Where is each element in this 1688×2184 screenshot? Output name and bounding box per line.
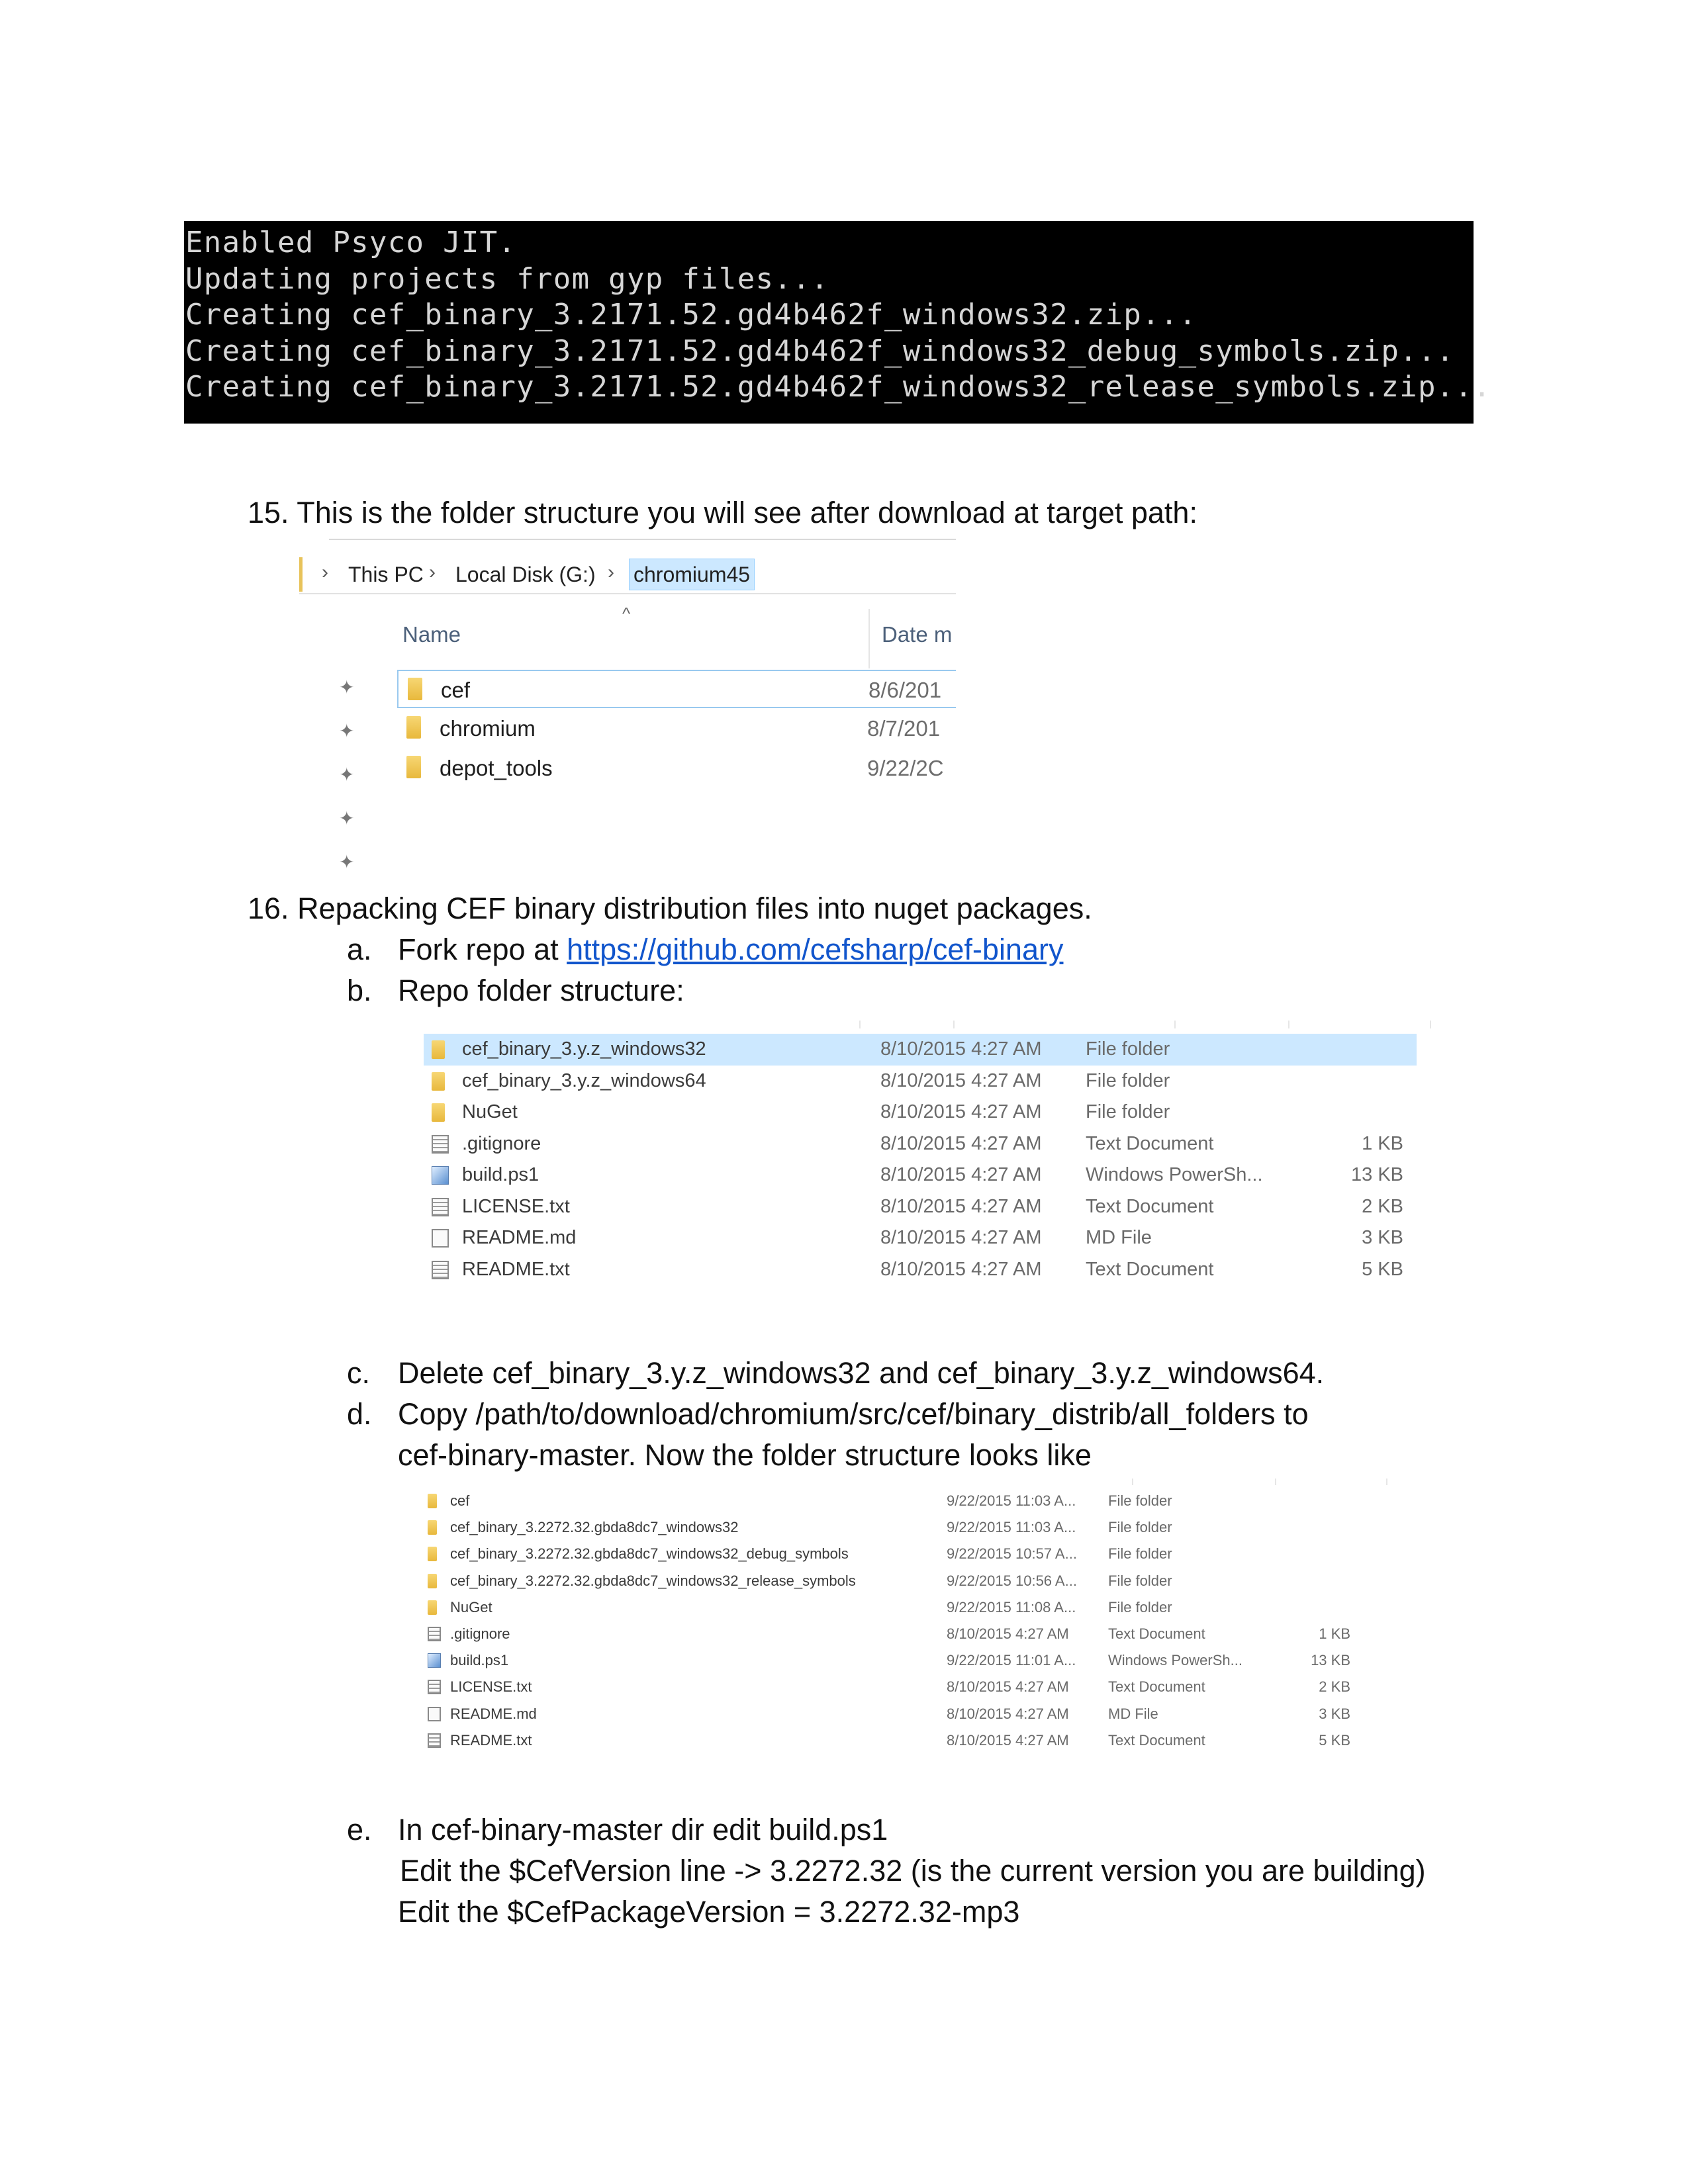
cef-binary-repo-link[interactable]: https://github.com/cefsharp/cef-binary (567, 933, 1064, 966)
table-row[interactable] (424, 1647, 1390, 1674)
powershell-file-icon (428, 1653, 441, 1668)
column-header-date[interactable]: Date m (882, 622, 953, 647)
item-type: File folder (1108, 1492, 1172, 1509)
list-marker: e. (347, 1813, 372, 1846)
step-16b-text: Repo folder structure: (398, 974, 684, 1007)
repo-folder-screenshot (424, 1021, 1436, 1298)
list-item[interactable] (397, 670, 956, 708)
column-separator (1132, 1479, 1133, 1485)
pin-icon[interactable]: ✦ (339, 721, 355, 741)
item-name: build.ps1 (462, 1164, 539, 1185)
item-name: .gitignore (450, 1625, 510, 1642)
table-row[interactable] (424, 1254, 1417, 1286)
item-size: 2 KB (1362, 1195, 1403, 1217)
terminal-output (184, 221, 1492, 424)
item-type: Text Document (1108, 1731, 1205, 1749)
step-16a (347, 932, 372, 968)
item-type: File folder (1108, 1572, 1172, 1589)
item-name: cef_binary_3.2272.32.gbda8dc7_windows32_release_symbols (450, 1572, 856, 1589)
item-name: cef_binary_3.2272.32.gbda8dc7_windows32 (450, 1519, 739, 1536)
column-separator (1174, 1021, 1176, 1028)
step-text: This is the folder structure you will see after download at target path: (297, 496, 1197, 529)
chevron-right-icon: › (608, 561, 614, 583)
list-marker: b. (347, 974, 372, 1007)
table-row[interactable] (424, 1128, 1417, 1160)
list-item[interactable] (397, 709, 956, 748)
step-16 (248, 891, 1092, 927)
terminal-line: Creating cef_binary_3.2171.52.gd4b462f_windows32_release_symbols.zip... (185, 370, 1492, 404)
item-name: LICENSE.txt (450, 1678, 532, 1696)
divider (329, 539, 956, 540)
item-name: depot_tools (440, 756, 553, 780)
breadcrumb-local-disk[interactable]: Local Disk (G:) (455, 563, 596, 586)
blank-file-icon (428, 1707, 441, 1721)
item-name: .gitignore (462, 1132, 541, 1154)
item-date: 8/6/201 (868, 678, 942, 702)
item-type: File folder (1108, 1598, 1172, 1615)
pin-icon[interactable]: ✦ (339, 764, 355, 785)
item-type: File folder (1108, 1545, 1172, 1563)
breadcrumb-chromium45[interactable]: chromium45 (629, 559, 755, 590)
item-date: 8/10/2015 4:27 AM (880, 1164, 1042, 1185)
item-type: Text Document (1108, 1678, 1205, 1696)
item-size: 5 KB (1362, 1258, 1403, 1280)
item-name: NuGet (462, 1101, 518, 1122)
item-type: File folder (1086, 1038, 1170, 1060)
step-number: 15. (248, 496, 289, 529)
terminal-line: Enabled Psyco JIT. (185, 226, 517, 259)
item-date: 8/10/2015 4:27 AM (880, 1258, 1042, 1280)
item-date: 8/10/2015 4:27 AM (880, 1132, 1042, 1154)
item-size: 2 KB (1319, 1678, 1350, 1696)
folder-icon (428, 1574, 437, 1588)
item-date: 9/22/2015 11:03 A... (947, 1519, 1076, 1536)
step-16e (347, 1812, 372, 1848)
table-row[interactable] (424, 1621, 1390, 1647)
chevron-right-icon: › (322, 561, 328, 583)
item-type: File folder (1108, 1519, 1172, 1536)
pin-icon[interactable]: ✦ (339, 677, 355, 698)
item-type: File folder (1086, 1101, 1170, 1122)
item-date: 9/22/2015 11:03 A... (947, 1492, 1076, 1509)
folder-icon (428, 1494, 437, 1508)
column-separator[interactable] (868, 609, 870, 668)
item-date: 9/22/2015 10:56 A... (947, 1572, 1077, 1589)
list-marker: c. (347, 1356, 371, 1390)
list-marker: a. (347, 933, 372, 966)
table-row[interactable] (424, 1594, 1390, 1621)
table-row[interactable] (424, 1160, 1417, 1191)
item-name: README.md (450, 1705, 537, 1722)
terminal-line: Creating cef_binary_3.2171.52.gd4b462f_windows32.zip... (185, 298, 1197, 332)
item-name: cef_binary_3.y.z_windows64 (462, 1069, 706, 1091)
terminal-line: Creating cef_binary_3.2171.52.gd4b462f_windows32_debug_symbols.zip... (185, 334, 1455, 368)
new-folder-screenshot (424, 1479, 1403, 1770)
text-file-icon (432, 1198, 449, 1216)
item-date: 8/10/2015 4:27 AM (947, 1731, 1069, 1749)
item-date: 8/10/2015 4:27 AM (880, 1101, 1042, 1122)
item-date: 8/7/201 (867, 716, 941, 741)
step-16e-line1: In cef-binary-master dir edit build.ps1 (398, 1813, 888, 1846)
column-separator (1275, 1479, 1276, 1485)
item-date: 9/22/2015 10:57 A... (947, 1545, 1077, 1563)
sort-ascending-icon: ^ (622, 604, 631, 623)
table-row[interactable] (424, 1222, 1417, 1254)
item-date: 9/22/2015 11:08 A... (947, 1598, 1076, 1615)
table-row[interactable] (424, 1701, 1390, 1727)
item-date: 8/10/2015 4:27 AM (880, 1038, 1042, 1060)
breadcrumb-this-pc[interactable]: This PC (348, 563, 424, 586)
step-text: Repacking CEF binary distribution files into nuget packages. (297, 891, 1092, 925)
item-size: 13 KB (1351, 1164, 1403, 1185)
item-type: Text Document (1086, 1195, 1214, 1217)
text-file-icon (432, 1261, 449, 1279)
step-16d (347, 1396, 372, 1432)
table-row[interactable] (424, 1541, 1390, 1567)
item-name: README.txt (462, 1258, 570, 1280)
item-name: README.md (462, 1227, 577, 1248)
item-date: 9/22/2015 11:01 A... (947, 1652, 1076, 1669)
folder-icon (408, 678, 422, 700)
step-16b (347, 973, 372, 1009)
folder-icon (428, 1520, 437, 1535)
item-size: 13 KB (1311, 1652, 1350, 1669)
step-16d-line2: cef-binary-master. Now the folder structure looks like (398, 1438, 1092, 1472)
item-name: README.txt (450, 1731, 532, 1749)
column-separator (1288, 1021, 1289, 1028)
item-type: Windows PowerSh... (1086, 1164, 1263, 1185)
item-name: cef_binary_3.y.z_windows32 (462, 1038, 706, 1060)
folder-icon (406, 716, 421, 739)
item-name: cef_binary_3.2272.32.gbda8dc7_windows32_debug_symbols (450, 1545, 849, 1563)
item-date: 8/10/2015 4:27 AM (880, 1227, 1042, 1248)
column-separator (1430, 1021, 1431, 1028)
column-separator (953, 1021, 955, 1028)
explorer-screenshot (299, 529, 956, 887)
item-name: build.ps1 (450, 1652, 509, 1669)
column-separator (1386, 1479, 1387, 1485)
table-row[interactable] (424, 1066, 1417, 1097)
item-name: chromium (440, 716, 536, 741)
chevron-right-icon: › (429, 561, 436, 583)
table-row[interactable] (424, 1097, 1417, 1128)
list-marker: d. (347, 1397, 372, 1431)
item-type: Text Document (1108, 1625, 1205, 1642)
address-bar[interactable] (299, 557, 956, 594)
folder-icon (406, 756, 421, 778)
pin-icon[interactable]: ✦ (339, 808, 355, 829)
item-name: cef (450, 1492, 470, 1509)
table-row[interactable] (424, 1568, 1390, 1594)
item-date: 9/22/2C (867, 756, 944, 780)
item-size: 1 KB (1362, 1132, 1403, 1154)
item-type: Text Document (1086, 1258, 1214, 1280)
table-row[interactable] (424, 1514, 1390, 1541)
item-size: 5 KB (1319, 1731, 1350, 1749)
item-date: 8/10/2015 4:27 AM (947, 1678, 1069, 1696)
item-date: 8/10/2015 4:27 AM (947, 1625, 1069, 1642)
item-date: 8/10/2015 4:27 AM (880, 1195, 1042, 1217)
folder-icon (428, 1547, 437, 1561)
item-size: 3 KB (1362, 1227, 1403, 1248)
address-bar-accent (299, 557, 303, 592)
step-16c-text: Delete cef_binary_3.y.z_windows32 and cef_binary_3.y.z_windows64. (398, 1356, 1325, 1390)
folder-icon (428, 1600, 437, 1615)
blank-file-icon (432, 1229, 449, 1248)
table-row[interactable] (424, 1727, 1390, 1754)
folder-icon (432, 1040, 445, 1059)
item-type: Text Document (1086, 1132, 1214, 1154)
item-name: cef (441, 678, 471, 702)
text-file-icon (428, 1733, 441, 1748)
step-15 (248, 495, 1197, 531)
step-16d-line1: Copy /path/to/download/chromium/src/cef/binary_distrib/all_folders to (398, 1397, 1309, 1431)
step-16e-line2: Edit the $CefVersion line -> 3.2272.32 (is the current version you are building) (400, 1854, 1426, 1888)
step-16a-text (398, 932, 1063, 968)
list-item[interactable] (397, 749, 956, 788)
text-file-icon (428, 1627, 441, 1641)
powershell-file-icon (432, 1166, 449, 1185)
table-row[interactable] (424, 1488, 1390, 1514)
column-separator (859, 1021, 861, 1028)
step-text: Fork repo at (398, 933, 567, 966)
item-type: Windows PowerSh... (1108, 1652, 1243, 1669)
item-size: 1 KB (1319, 1625, 1350, 1642)
item-date: 8/10/2015 4:27 AM (947, 1705, 1069, 1722)
step-16c (347, 1355, 370, 1391)
step-16e-line3: Edit the $CefPackageVersion = 3.2272.32-mp3 (398, 1895, 1020, 1929)
table-row[interactable] (424, 1191, 1417, 1223)
folder-icon (432, 1072, 445, 1091)
column-header-name[interactable]: Name (402, 622, 461, 647)
folder-icon (432, 1103, 445, 1122)
item-type: MD File (1108, 1705, 1158, 1722)
text-file-icon (428, 1680, 441, 1694)
item-name: NuGet (450, 1598, 492, 1615)
terminal-line: Updating projects from gyp files... (185, 261, 829, 296)
item-type: MD File (1086, 1227, 1152, 1248)
step-number: 16. (248, 891, 289, 925)
item-type: File folder (1086, 1069, 1170, 1091)
item-size: 3 KB (1319, 1705, 1350, 1722)
item-date: 8/10/2015 4:27 AM (880, 1069, 1042, 1091)
table-row[interactable] (424, 1674, 1390, 1700)
text-file-icon (432, 1135, 449, 1154)
table-row[interactable] (424, 1034, 1417, 1066)
item-name: LICENSE.txt (462, 1195, 570, 1217)
pin-icon[interactable]: ✦ (339, 852, 355, 872)
